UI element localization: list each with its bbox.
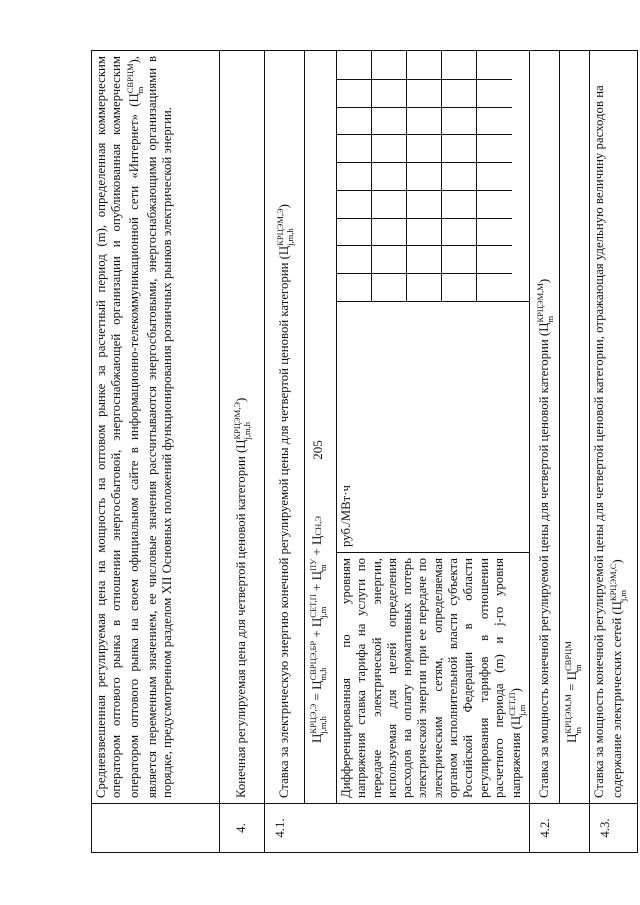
table-row-4-2 <box>530 51 560 853</box>
row-4-2-symbol: Ц <box>536 322 551 332</box>
formula-4-2-right: Ц <box>564 670 580 681</box>
component-sup: СЕТ,П <box>507 692 518 716</box>
intro-symbol-sub: m <box>134 86 145 94</box>
row-4-text: Конечная регулируемая цена для четвертой ценовой категории ( <box>233 448 248 798</box>
table-row-4 <box>220 51 265 853</box>
table-row-4-3 <box>590 51 638 853</box>
row-4-text-end: ) <box>233 397 248 403</box>
component-indices <box>507 692 527 715</box>
row-4-1-text: Ставка за электрическую энергию конечной регулируемой цены для четвертой ценовой категории ( <box>276 255 291 798</box>
formula-term2-sup: СЕТ,П <box>308 594 318 618</box>
table-row-4-1-component <box>337 51 530 853</box>
formula-4-2-left: Ц <box>564 733 580 743</box>
row-4-1-sub: j,m,h <box>284 228 295 246</box>
formula-equals: = <box>308 689 324 704</box>
row-4-3-symbol: Ц <box>609 601 624 611</box>
formula-cell-4-2 <box>560 51 590 804</box>
formula-plus-1: + <box>308 627 324 641</box>
row-number: 4.1. <box>265 804 530 853</box>
intro-symbol-sup: СВРЦМ <box>124 63 135 94</box>
formula-term2: Ц <box>308 617 324 628</box>
row-number: 4. <box>220 804 265 853</box>
row-number: 4.3. <box>590 804 638 853</box>
row-4-2-sup: КРЦЭМ,М <box>534 283 545 323</box>
formula-cell <box>305 51 337 804</box>
component-text-end: ) <box>509 688 524 693</box>
formula-4-2-left-indices <box>563 694 583 733</box>
formula-4-2-equals: = <box>564 680 580 695</box>
row-4-2-sub: m <box>544 315 555 323</box>
row-4-sup: КРЦЭМ,Э <box>232 402 242 440</box>
formula-4-2-right-sub: m <box>573 664 584 671</box>
formula-term2-indices <box>308 594 328 617</box>
row-4-3-title <box>590 51 638 804</box>
row-4-1-sup: КРЦЭМ,Э <box>274 208 285 246</box>
formula-left-indices <box>308 704 328 734</box>
intro-text-cell <box>92 51 220 804</box>
row-4-3-text-end: ) <box>609 559 624 564</box>
component-sub: j,m <box>517 704 528 716</box>
formula-term3-sup: ПУ <box>308 558 318 571</box>
formula-left: Ц <box>308 733 324 743</box>
component-symbol: Ц <box>509 715 524 726</box>
intro-text-part1: Средневзвешенная регулируемая цена на мощность на оптовом рынке за расчетный период (m), определенная коммерческим оператором оптового рынка в отношении энергосбытовой, энергоснабжающей организации и опубликованная коммерческим оператором оптового рынка на своем официальном сайте в информационно-телекоммуникационной сети «Интернет» ( <box>94 56 141 798</box>
row-4-2-indices <box>535 283 555 322</box>
formula-term3-indices <box>308 559 328 571</box>
component-text: Дифференцированная по уровням напряжения ставка тарифа на услуги по передаче электрической энергии, используемая для целей определения расходов на оплату нормативных потерь электрической энергии при ее передаче по электрическим сетям, определяемая органом исполнительной власти субъекта Российской Федерации в области регулирования тарифов в отношении расчетного периода (m) и j-го уровня напряжения ( <box>339 558 524 798</box>
row-4-1-title <box>265 51 305 804</box>
row-4-1-indices <box>275 208 295 245</box>
formula-term1-sup: СВРЦЭ,БР <box>308 640 318 681</box>
formula-term2-sub: j,m <box>318 606 328 618</box>
intro-text-part2: ), является переменным значением, ее числовые значения рассчитываются энергосбытовыми, энергоснабжающими организациями в порядке, предусмотренном разделом XII Основных положений функционирования розничных рынков электрической энергии. <box>126 56 174 798</box>
formula-4-2-left-sup: КРЦЭМ,М <box>563 694 574 734</box>
table-row-4-1-formula <box>305 51 337 853</box>
formula-term3: Ц <box>308 570 324 581</box>
formula-term4-sup: СН,Э <box>313 516 323 536</box>
table-row-intro <box>92 51 220 853</box>
blank-value-cells <box>337 51 512 301</box>
formula-term1-indices <box>308 641 328 681</box>
row-number-cell <box>92 804 220 853</box>
formula-term4-indices <box>313 516 323 536</box>
intro-symbol-indices <box>125 63 145 93</box>
formula-4-2-right-indices <box>563 641 583 671</box>
formula-term4: Ц <box>308 535 324 545</box>
row-4-3-indices <box>608 564 628 602</box>
row-4-indices <box>232 402 252 439</box>
row-4-2-title <box>530 51 560 804</box>
formula-plus-3: + <box>308 544 324 559</box>
formula-4-2-right-sup: СВРЦМ <box>563 641 574 671</box>
formula-term1-sub: m,h <box>318 667 328 681</box>
formula-term1: Ц <box>308 680 324 690</box>
formula-left-sup: КРЦЭ,Э <box>308 703 318 734</box>
formula-4-2-left-sub: m <box>573 726 584 734</box>
row-4-3-text: Ставка за мощность конечной регулируемой цены для четвертой ценовой категории, отражающая удельную величину расходов на содержание электрических сетей ( <box>592 85 624 798</box>
intro-symbol: Ц <box>126 93 141 103</box>
row-4-1-symbol: Ц <box>276 245 291 256</box>
tariff-table <box>91 50 638 853</box>
row-4-sub: j,m,h <box>242 422 252 440</box>
row-number: 4.2. <box>530 804 590 853</box>
row-4-2-text-end: ) <box>536 278 551 284</box>
component-description <box>337 553 530 804</box>
rotated-table-frame <box>91 50 628 853</box>
table-row-4-2-formula <box>560 51 590 853</box>
row-4-title <box>220 51 265 804</box>
formula-term3-sub: m <box>318 564 328 571</box>
unit-cell: руб./МВт·ч <box>337 302 530 553</box>
row-4-3-sub: j,m <box>617 589 628 602</box>
formula-left-sub: j,m,h <box>318 716 328 734</box>
formula-plus-2: + <box>308 580 324 595</box>
values-grid <box>337 51 530 302</box>
row-4-symbol: Ц <box>233 439 248 449</box>
table-content <box>91 50 628 853</box>
page-number: 205 <box>310 440 325 460</box>
table-row-4-1 <box>265 51 305 853</box>
row-4-2-text: Ставка за мощность конечной регулируемой цены для четвертой ценовой категории ( <box>536 331 551 798</box>
row-4-1-text-end: ) <box>276 204 291 209</box>
row-4-3-sup: КРЦЭМ,С <box>607 563 618 602</box>
